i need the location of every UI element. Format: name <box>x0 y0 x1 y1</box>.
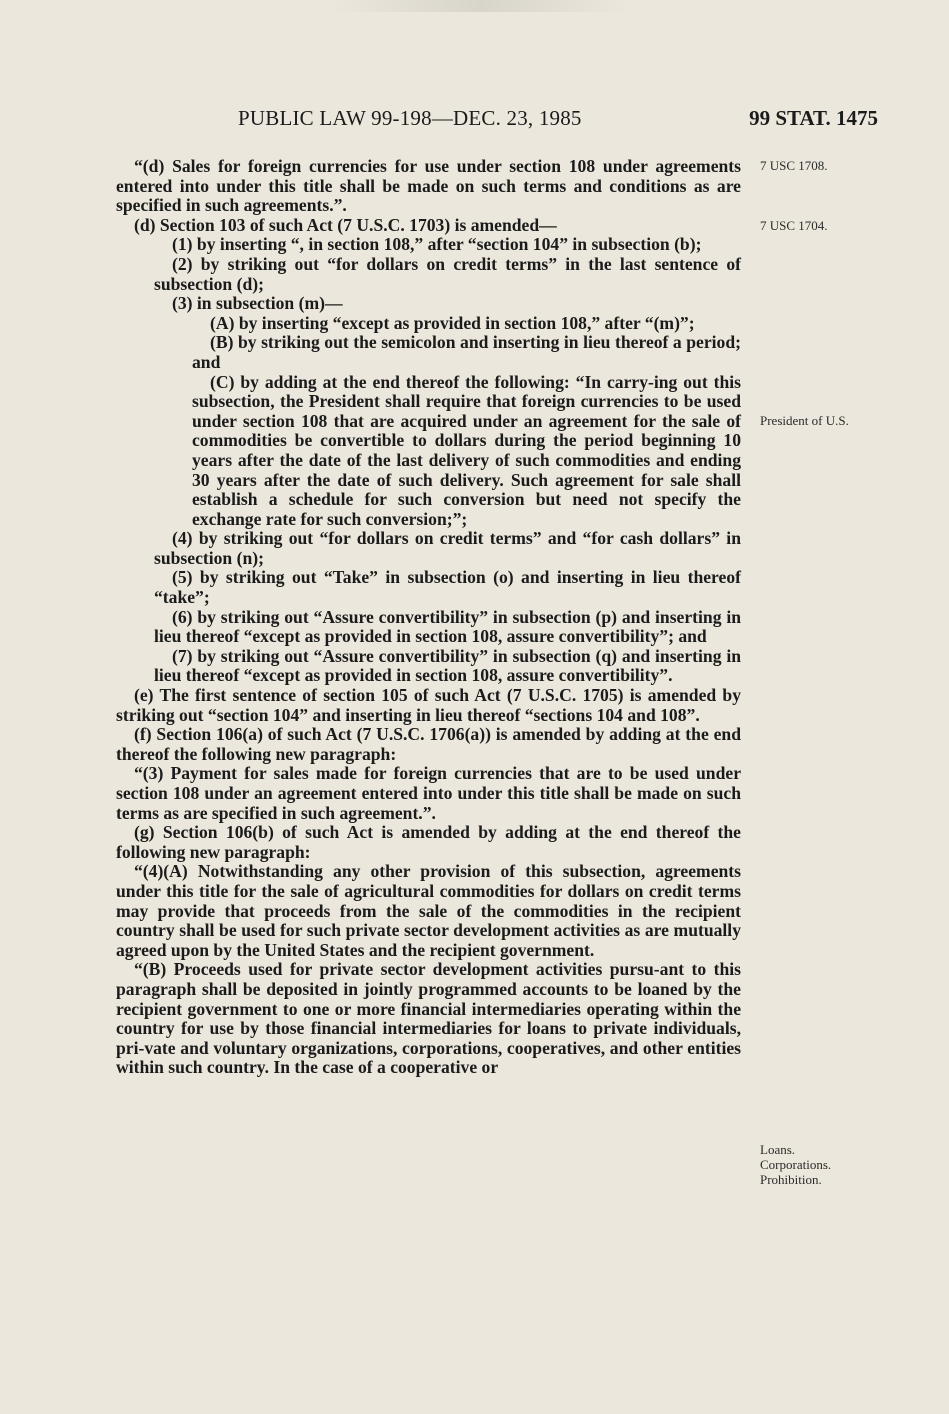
paragraph: (C) by adding at the end thereof the following: “In carry-ing out this subsection, the President shall require that foreign currencies to be used under section 108 that are acquired under an agreement for the sale of commodities be convertible to dollars during the period beginning 10 years after the date of the last delivery of such commodities and ending 30 years after the date of such delivery. Such agreement for sale shall establish a schedule for such conversion but need not specify the exchange rate for such conversion;”; <box>192 371 741 529</box>
paragraph: (f) Section 106(a) of such Act (7 U.S.C. 1706(a)) is amended by adding at the end thereof the following new paragraph: <box>116 724 741 764</box>
paragraph: (A) by inserting “except as provided in section 108,” after “(m)”; <box>210 312 695 333</box>
scan-smudge <box>330 0 630 12</box>
header-law-date: PUBLIC LAW 99-198—DEC. 23, 1985 <box>238 106 582 130</box>
header-stat-page: 99 STAT. 1475 <box>749 106 878 130</box>
margin-note-usc-1704: 7 USC 1704. <box>760 218 828 233</box>
paragraph: (6) by striking out “Assure convertibility” in subsection (p) and inserting in lieu thereof “except as provided in section 108, assure convertibility”; and <box>154 606 741 647</box>
paragraph: (4) by striking out “for dollars on credit terms” and “for cash dollars” in subsection (n); <box>154 528 741 568</box>
paragraph: (1) by inserting “, in section 108,” after “section 104” in subsection (b); <box>172 234 702 255</box>
document-body <box>116 157 741 1078</box>
margin-note-usc-1708: 7 USC 1708. <box>760 158 828 173</box>
paragraph: (3) in subsection (m)— <box>172 293 343 314</box>
margin-note-prohibition: Prohibition. <box>760 1172 822 1187</box>
paragraph: (g) Section 106(b) of such Act is amended by adding at the end thereof the following new paragraph: <box>116 822 741 862</box>
margin-note-president: President of U.S. <box>760 413 849 428</box>
paragraph: “(4)(A) Notwithstanding any other provision of this subsection, agreements under this title for the sale of agricultural commodities for dollars on credit terms may provide that proceeds from the sale of the commodities in the recipient country shall be used for such private sector development activities as are mutually agreed upon by the United States and the recipient government. <box>116 861 741 960</box>
margin-note-corporations: Corporations. <box>760 1157 832 1172</box>
paragraph: (5) by striking out “Take” in subsection (o) and inserting in lieu thereof “take”; <box>154 567 741 608</box>
paragraph: (d) Section 103 of such Act (7 U.S.C. 1703) is amended— <box>134 214 557 235</box>
paragraph: (e) The first sentence of section 105 of such Act (7 U.S.C. 1705) is amended by striking out “section 104” and inserting in lieu thereof “sections 104 and 108”. <box>116 685 741 725</box>
paragraph: (2) by striking out “for dollars on credit terms” in the last sentence of subsection (d); <box>154 253 741 294</box>
paragraph: (7) by striking out “Assure convertibility” in subsection (q) and inserting in lieu thereof “except as provided in section 108, assure convertibility”. <box>154 645 741 686</box>
paragraph: “(B) Proceeds used for private sector development activities pursu-ant to this paragraph shall be deposited in jointly programmed accounts to be loaned by the recipient government to one or more financial intermediaries operating within the country for use by those financial intermediaries for loans to private individuals, pri-vate and voluntary organizations, corporations, cooperatives, and other entities within such country. In the case of a cooperative or <box>116 959 741 1078</box>
margin-note-loans: Loans. <box>760 1142 796 1157</box>
paragraph: “(d) Sales for foreign currencies for use under section 108 under agreements entered into under this title shall be made on such terms and conditions as are specified in such agreements.”. <box>116 156 741 216</box>
paragraph: “(3) Payment for sales made for foreign currencies that are to be used under section 108 under an agreement entered into under this title shall be made on such terms as are specified in such agreement.”. <box>116 763 741 823</box>
page-header <box>238 106 878 134</box>
paragraph: (B) by striking out the semicolon and inserting in lieu thereof a period; and <box>192 332 741 372</box>
